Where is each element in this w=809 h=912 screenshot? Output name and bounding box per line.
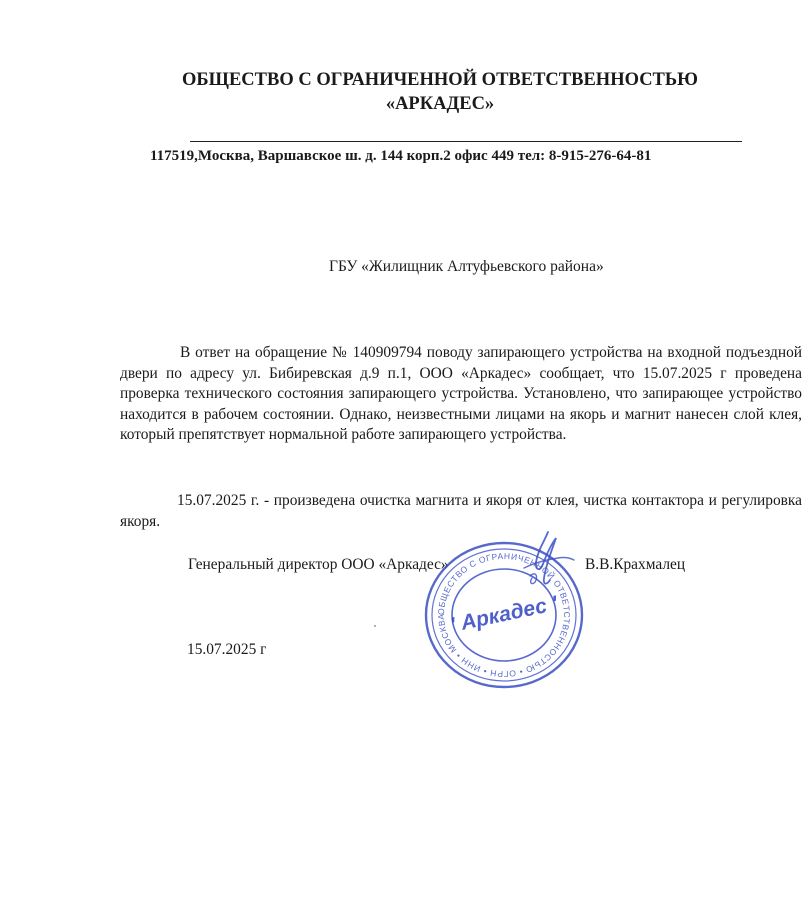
- document-date: 15.07.2025 г: [187, 641, 267, 658]
- organization-name-line2: «АРКАДЕС»: [385, 94, 495, 114]
- letterhead-divider: [190, 141, 742, 142]
- recipient: ГБУ «Жилищник Алтуфьевского района»: [329, 258, 604, 275]
- seal-ring-text: ОБЩЕСТВО С ОГРАНИЧЕННОЙ ОТВЕТСТВЕННОСТЬЮ • ОГРН • ИНН • МОСКВА: [435, 550, 573, 680]
- organization-name-line1: ОБЩЕСТВО С ОГРАНИЧЕННОЙ ОТВЕТСТВЕННОСТЬЮ: [182, 70, 698, 90]
- signatory-title: Генеральный директор ООО «Аркадес»: [188, 556, 449, 573]
- body-paragraph-1: В ответ на обращение № 140909794 поводу запирающего устройства на входной подъездной двери по адресу ул. Бибиревская д.9 п.1, ООО «Аркадес» сообщает, что 15.07.2025 г проведена проверка технического состояния запирающего устройства. Установлено, что запирающее устройство находится в рабочем состоянии. Однако, неизвестными лицами на якорь и магнит нанесен слой клея, который препятствует нормальной работе запирающего устройства.: [120, 344, 802, 444]
- organization-name: [100, 68, 780, 116]
- body-paragraph-2: 15.07.2025 г. - произведена очистка магнита и якоря от клея, чистка контактора и регулировка якоря.: [120, 492, 802, 530]
- seal-center-text: ' Аркадес ': [448, 591, 560, 638]
- scan-dot: [374, 625, 376, 627]
- organization-address: 117519,Москва, Варшавское ш. д. 144 корп.2 офис 449 тел: 8-915-276-64-81: [150, 148, 652, 164]
- handwritten-signature: [510, 528, 580, 592]
- signatory-name: В.В.Крахмалец: [585, 556, 686, 573]
